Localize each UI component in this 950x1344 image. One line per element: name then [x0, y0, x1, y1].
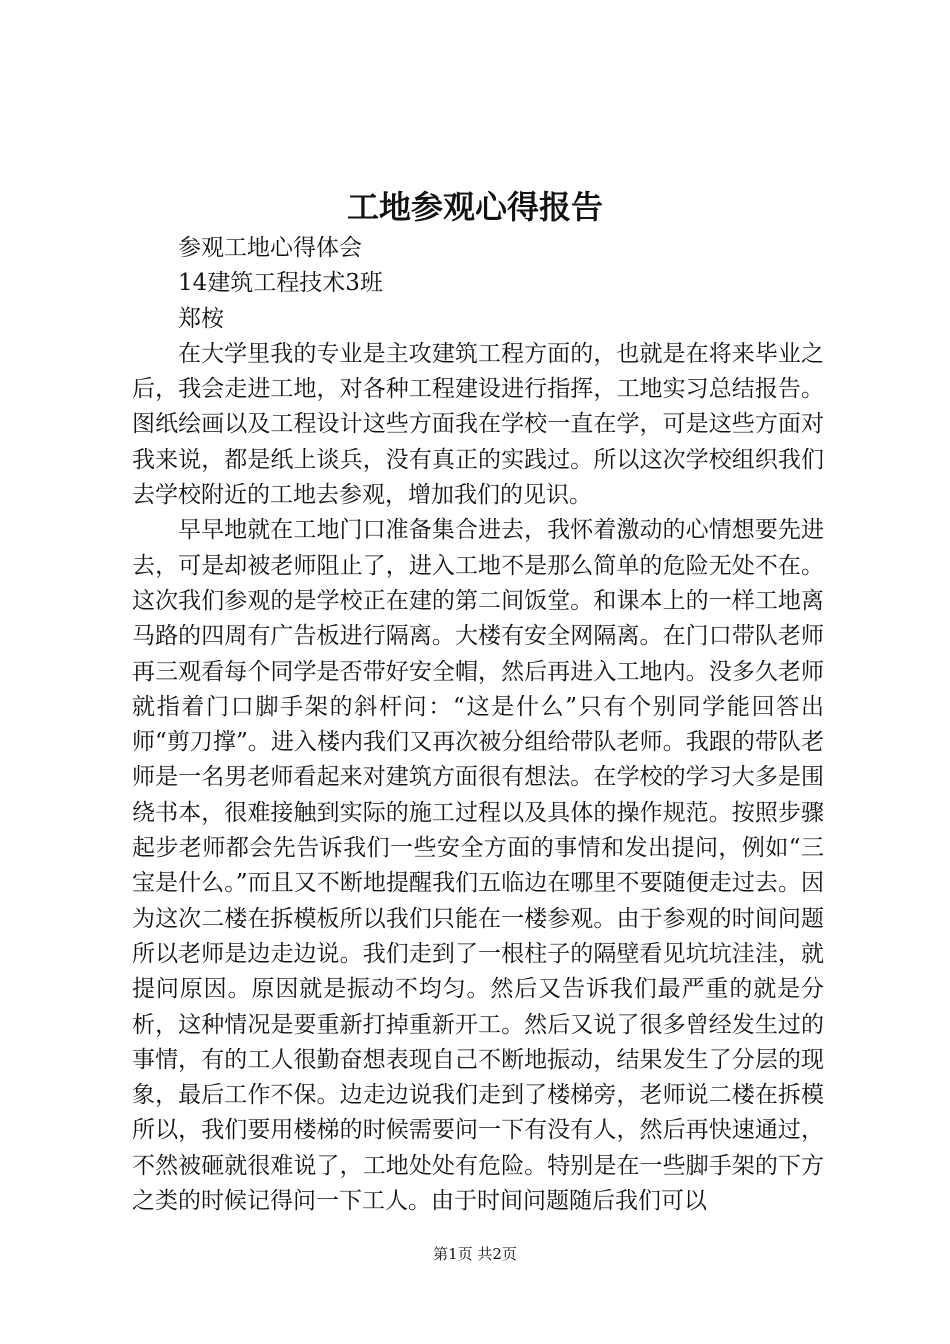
document-subtitle: 参观工地心得体会 — [178, 235, 362, 261]
author-name: 郑桉 — [178, 305, 224, 332]
page-footer: 第1页 共2页 — [433, 1245, 517, 1263]
document-body — [132, 231, 824, 1219]
document-title: 工地参观心得报告 — [346, 188, 603, 226]
class-name: 14建筑工程技术3班 — [178, 270, 383, 297]
paragraph: 早早地就在工地门口准备集合进去，我怀着激动的心情想要先进去，可是却被老师阻止了，进入工地不是那么简单的危险无处不在。这次我们参观的是学校正在建的第二间饭堂。和课本上的一样工地离马路的四周有广告板进行隔离。大楼有安全网隔离。在门口带队老师再三观看每个同学是否带好安全帽，然后再进入工地内。没多久老师就指着门口脚手架的斜杆问：“这是什么”只有个别同学能回答出师“剪刀撑”。进入楼内我们又再次被分组给带队老师。我跟的带队老师是一名男老师看起来对建筑方面很有想法。在学校的学习大多是围绕书本，很难接触到实际的施工过程以及具体的操作规范。按照步骤起步老师都会先告诉我们一些安全方面的事情和发出提问，例如“三宝是什么。”而且又不断地提醒我们五临边在哪里不要随便走过去。因为这次二楼在拆模板所以我们只能在一楼参观。由于参观的时间问题所以老师是边走边说。我们走到了一根柱子的隔壁看见坑坑洼洼，就提问原因。原因就是振动不均匀。然后又告诉我们最严重的就是分析，这种情况是要重新打掉重新开工。然后又说了很多曾经发生过的事情，有的工人很勤奋想表现自己不断地振动，结果发生了分层的现象，最后工作不保。边走边说我们走到了楼梯旁，老师说二楼在拆模所以，我们要用楼梯的时候需要问一下有没有人，然后再快速通过，不然被砸就很难说了，工地处处有危险。特别是在一些脚手架的下方之类的时候记得问一下工人。由于时间问题随后我们可以 — [132, 517, 824, 1215]
paragraph: 在大学里我的专业是主攻建筑工程方面的，也就是在将来毕业之后，我会走进工地，对各种工程建设进行指挥，工地实习总结报告。图纸绘画以及工程设计这些方面我在学校一直在学，可是这些方面对我来说，都是纸上谈兵，没有真正的实践过。所以这次学校组织我们去学校附近的工地去参观，增加我们的见识。 — [132, 340, 824, 509]
